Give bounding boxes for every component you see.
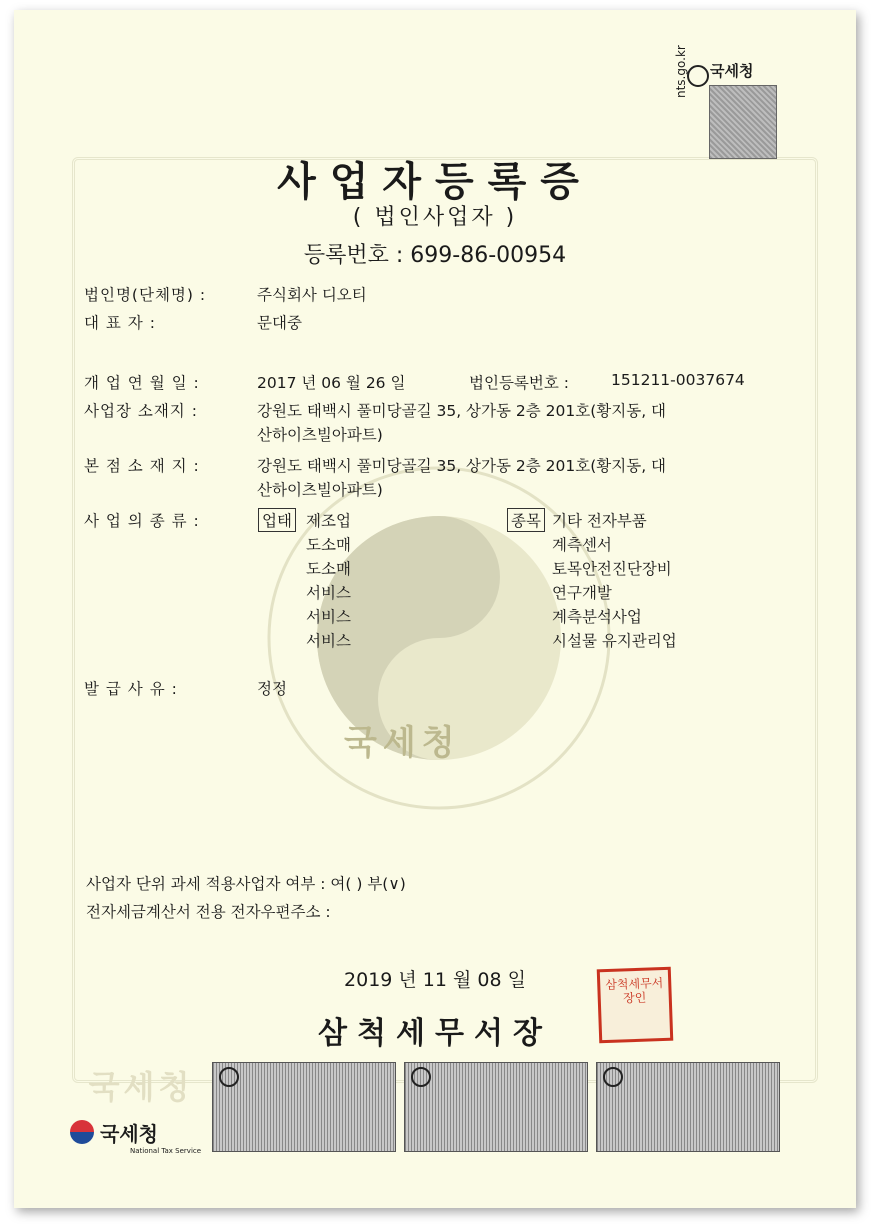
- type-1: 도소매: [306, 536, 351, 554]
- item-2: 토목안전진단장비: [552, 560, 672, 578]
- official-seal: 삼척세무서장인: [597, 967, 674, 1044]
- corp-name-label: 법인명(단체명) :: [84, 286, 207, 304]
- site-address-line2: 산하이츠빌아파트): [257, 426, 383, 444]
- hq-address-line2: 산하이츠빌아파트): [257, 481, 383, 499]
- type-4: 서비스: [306, 608, 351, 626]
- type-2: 도소매: [306, 560, 351, 578]
- certificate-sheet: [14, 10, 856, 1208]
- item-tag: 종목: [507, 508, 545, 532]
- corp-reg-label: 법인등록번호 :: [469, 374, 569, 392]
- representative-value: 문대중: [257, 314, 302, 332]
- security-pattern-3: [596, 1062, 780, 1152]
- security-mark-icon: [603, 1067, 623, 1087]
- type-0: 제조업: [306, 512, 351, 530]
- corp-reg-value: 151211-0037674: [611, 371, 745, 389]
- qr-code-icon: [709, 85, 777, 159]
- open-date-label: 개 업 연 월 일 :: [84, 374, 200, 392]
- hq-address-label: 본 점 소 재 지 :: [84, 457, 200, 475]
- issue-reason-value: 정정: [257, 680, 287, 698]
- issuing-office: 삼척세무서장: [318, 1016, 552, 1051]
- agency-mark: 국세청: [710, 62, 754, 80]
- registration-number: 등록번호 : 699-86-00954: [303, 243, 567, 268]
- issue-date: 2019 년 11 월 08 일: [344, 969, 526, 991]
- type-3: 서비스: [306, 584, 351, 602]
- nts-logo: [100, 1118, 201, 1155]
- item-1: 계측센서: [552, 536, 612, 554]
- e-tax-email: 전자세금계산서 전용 전자우편주소 :: [86, 903, 331, 921]
- issue-reason-label: 발 급 사 유 :: [84, 680, 178, 698]
- security-mark-icon: [411, 1067, 431, 1087]
- nts-logo-subtext: National Tax Service: [130, 1147, 202, 1155]
- ghost-stamp: 국세청: [88, 1068, 194, 1106]
- representative-label: 대 표 자 :: [84, 314, 156, 332]
- type-5: 서비스: [306, 632, 351, 650]
- site-address-label: 사업장 소재지 :: [84, 402, 198, 420]
- security-pattern-1: [212, 1062, 396, 1152]
- watermark-text: 국세청: [344, 723, 461, 763]
- taegeuk-icon: [70, 1120, 94, 1144]
- item-4: 계측분석사업: [552, 608, 642, 626]
- site-address-line1: 강원도 태백시 풀미당골길 35, 상가동 2층 201호(황지동, 대: [257, 402, 667, 420]
- corp-name-value: 주식회사 디오티: [257, 286, 367, 304]
- item-5: 시설물 유지관리업: [552, 632, 677, 650]
- nts-logo-text: 국세청: [100, 1122, 158, 1146]
- item-3: 연구개발: [552, 584, 612, 602]
- open-date-value: 2017 년 06 월 26 일: [257, 374, 406, 392]
- person-icon: [687, 65, 709, 87]
- unit-tax-status: 사업자 단위 과세 적용사업자 여부 : 여( ) 부(∨): [86, 875, 406, 893]
- security-mark-icon: [219, 1067, 239, 1087]
- item-0: 기타 전자부품: [552, 512, 647, 530]
- type-tag: 업태: [258, 508, 296, 532]
- document-title: 사업자등록증: [277, 159, 593, 205]
- business-type-label: 사 업 의 종 류 :: [84, 512, 200, 530]
- hq-address-line1: 강원도 태백시 풀미당골길 35, 상가동 2층 201호(황지동, 대: [257, 457, 667, 475]
- website-text: nts.go.kr: [674, 45, 688, 98]
- security-pattern-2: [404, 1062, 588, 1152]
- document-subtitle: ( 법인사업자 ): [352, 205, 518, 230]
